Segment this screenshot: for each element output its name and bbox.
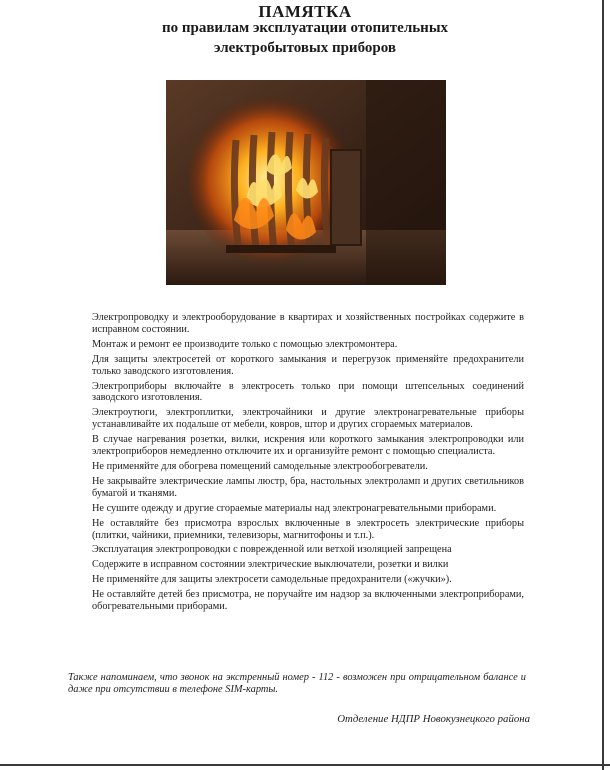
burning-heater-photo	[166, 80, 446, 285]
memo-subtitle-line1: по правилам эксплуатации отопительных	[161, 20, 449, 36]
emergency-number-note: Также напоминаем, что звонок на экстренный номер - 112 - возможен при отрицательном балансе и даже при отсутствии в телефоне SIM-карты.	[68, 672, 526, 695]
issuer-signature: Отделение НДПР Новокузнецкого района	[337, 713, 530, 725]
rule-3: Для защиты электросетей от короткого замыкания и перегрузок применяйте предохранители только заводского изготовления.	[92, 353, 524, 377]
rule-7: Не применяйте для обогрева помещений самодельные электрообогреватели.	[92, 460, 428, 472]
rule-6: В случае нагревания розетки, вилки, искрения или короткого замыкания электропроводки или электроприборов немедленно отключите их и организуйте ремонт с помощью специалиста.	[92, 434, 524, 458]
rule-14: Не оставляйте детей без присмотра, не поручайте им надзор за включенными электроприборами, обогревательными приборами.	[92, 589, 524, 613]
rule-10: Не оставляйте без присмотра взрослых включенные в электросеть электрические приборы (плитки, чайники, приемники, телевизоры, магнитофоны и т.п.).	[92, 517, 524, 541]
rule-1: Электропроводку и электрооборудование в квартирах и хозяйственных постройках содержите в исправном состоянии.	[92, 312, 524, 335]
memo-title: ПАМЯТКА	[258, 2, 352, 21]
rule-5: Электроутюги, электроплитки, электрочайники и другие электронагревательные приборы устанавливайте их подальше от мебели, ковров, штор и других сгораемых материалов.	[92, 407, 524, 431]
scan-edge-right	[602, 0, 604, 770]
rule-13: Не применяйте для защиты электросети самодельные предохранители («жучки»).	[92, 574, 452, 586]
memo-subtitle-line2: электробытовых приборов	[214, 40, 396, 56]
rule-8: Не закрывайте электрические лампы люстр, бра, настольных электроламп и других светильников бумагой и тканями.	[92, 475, 524, 499]
rule-12: Содержите в исправном состоянии электрические выключатели, розетки и вилки	[92, 559, 449, 571]
safety-rules	[92, 312, 524, 616]
rule-2: Монтаж и ремонт ее производите только с помощью электромонтера.	[92, 338, 398, 350]
rule-11: Эксплуатация электропроводки с поврежденной или ветхой изоляцией запрещена	[92, 544, 452, 556]
rule-4: Электроприборы включайте в электросеть только при помощи штепсельных соединений заводского изготовления.	[92, 380, 524, 404]
rule-9: Не сушите одежду и другие сгораемые материалы над электронагревательными приборами.	[92, 502, 497, 514]
scan-edge-bottom	[0, 764, 610, 766]
